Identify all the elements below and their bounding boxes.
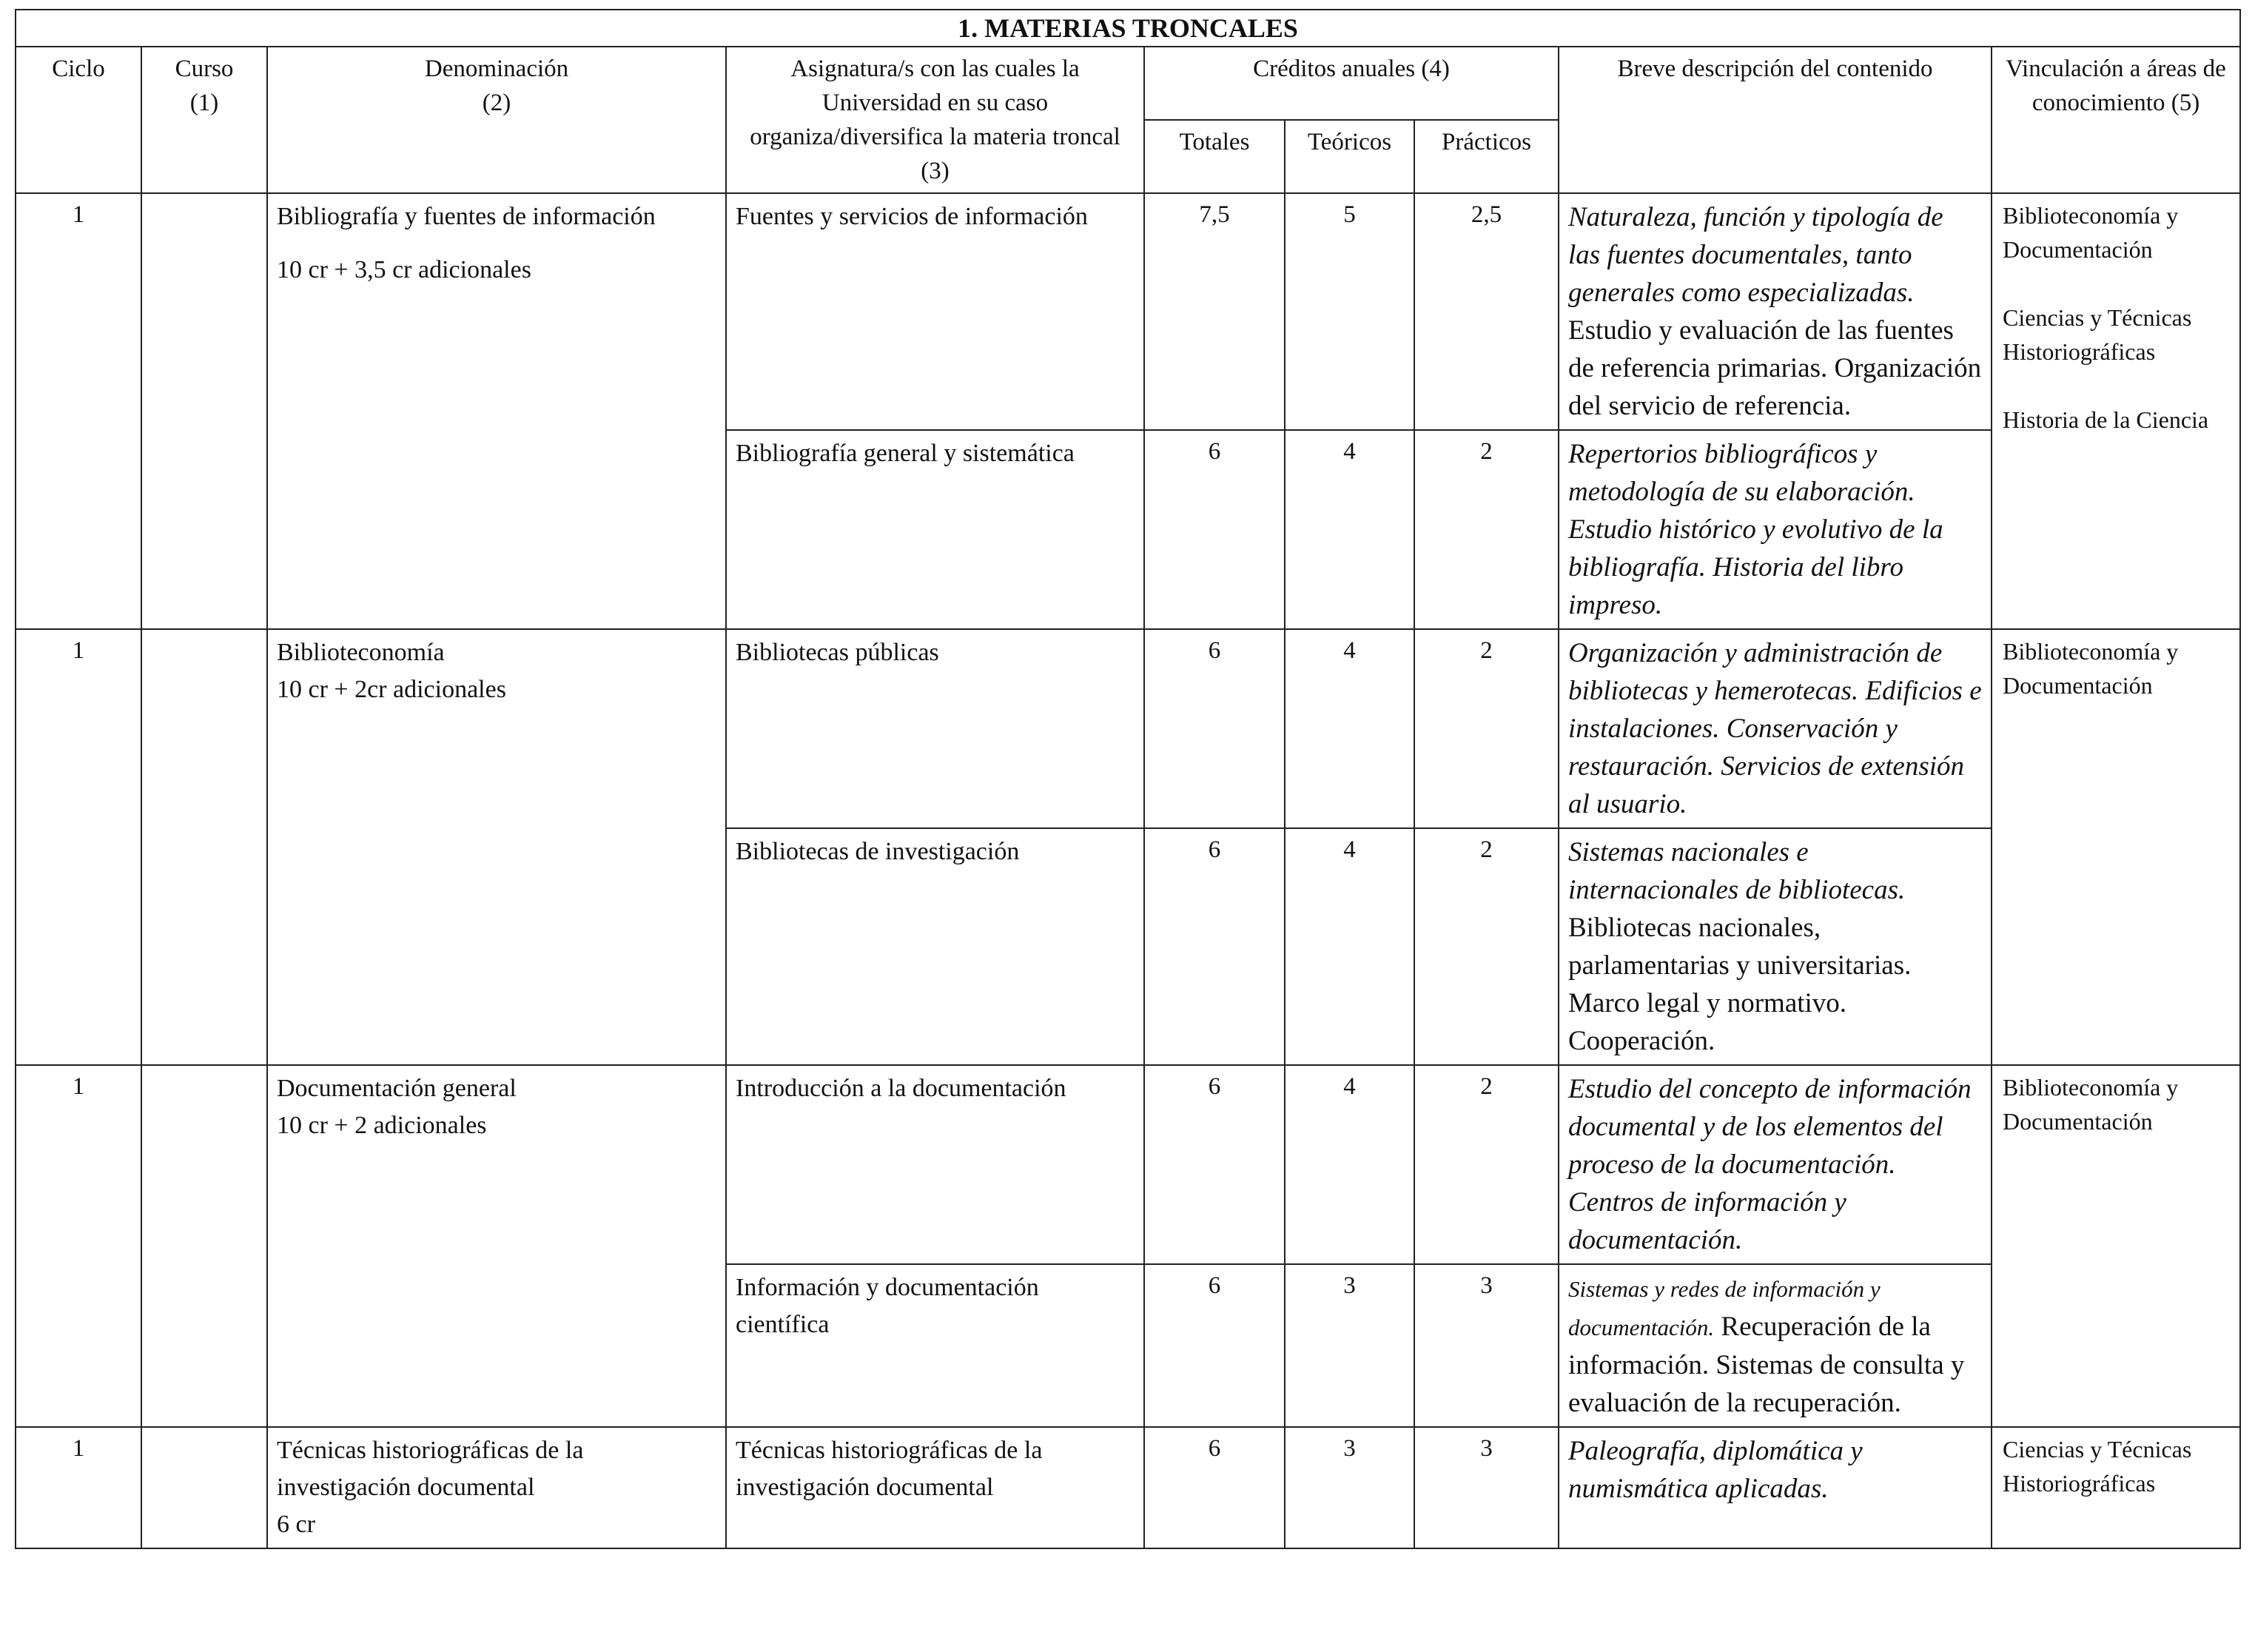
denominacion-credits: 6 cr	[277, 1511, 315, 1538]
denominacion-cell	[267, 629, 726, 1065]
asignatura-cell: Fuentes y servicios de información	[726, 193, 1144, 430]
header-teoricos: Teóricos	[1285, 120, 1414, 193]
vinculacion-cell	[1992, 193, 2240, 629]
asignatura-cell: Bibliotecas públicas	[726, 629, 1144, 828]
header-totales: Totales	[1144, 120, 1285, 193]
ciclo-cell: 1	[16, 1427, 141, 1548]
curso-cell	[141, 193, 267, 629]
curso-cell	[141, 1427, 267, 1548]
ciclo-cell: 1	[16, 629, 141, 1065]
ciclo-cell: 1	[16, 1065, 141, 1427]
descripcion-cell	[1559, 828, 1992, 1065]
descripcion-cell	[1559, 1065, 1992, 1264]
descripcion-italic: Sistemas nacionales e internacionales de bibliotecas.	[1568, 837, 1906, 905]
practicos-cell: 2,5	[1414, 193, 1559, 430]
denominacion-name: Biblioteconomía	[277, 639, 445, 666]
denominacion-name: Técnicas historiográficas de la investigación documental	[277, 1437, 584, 1501]
materias-troncales-table	[15, 9, 2241, 1549]
area-name: Biblioteconomía y Documentación	[2003, 638, 2179, 699]
area-name: Ciencias y Técnicas Historiográficas	[2003, 1436, 2192, 1497]
totales-cell: 6	[1144, 828, 1285, 1065]
denominacion-cell	[267, 193, 726, 629]
descripcion-italic: Naturaleza, función y tipología de las fuentes documentales, tanto generales como especializadas.	[1568, 202, 1943, 308]
descripcion-italic: Organización y administración de bibliotecas y hemerotecas. Edificios e instalaciones. Conservación y restauración. Servicios de extensión al usuario.	[1568, 638, 1982, 819]
area-name: Biblioteconomía y Documentación	[2003, 202, 2179, 263]
practicos-cell: 3	[1414, 1427, 1559, 1548]
descripcion-italic: Paleografía, diplomática y numismática aplicadas.	[1568, 1436, 1863, 1504]
header-curso	[141, 47, 267, 193]
ciclo-cell: 1	[16, 193, 141, 629]
header-denominacion-note: (2)	[482, 90, 511, 116]
teoricos-cell: 4	[1285, 828, 1414, 1065]
denominacion-name: Bibliografía y fuentes de información	[277, 203, 656, 230]
asignatura-cell: Introducción a la documentación	[726, 1065, 1144, 1264]
teoricos-cell: 4	[1285, 430, 1414, 629]
descripcion-cell	[1559, 1264, 1992, 1427]
table-title: 1. MATERIAS TRONCALES	[16, 10, 2240, 47]
teoricos-cell: 4	[1285, 629, 1414, 828]
header-ciclo: Ciclo	[16, 47, 141, 193]
table-row	[16, 629, 2240, 828]
denominacion-cell	[267, 1065, 726, 1427]
vinculacion-cell	[1992, 629, 2240, 1065]
descripcion-cell	[1559, 193, 1992, 430]
practicos-cell: 2	[1414, 430, 1559, 629]
teoricos-cell: 4	[1285, 1065, 1414, 1264]
totales-cell: 6	[1144, 430, 1285, 629]
practicos-cell: 2	[1414, 828, 1559, 1065]
denominacion-cell	[267, 1427, 726, 1548]
asignatura-cell: Bibliografía general y sistemática	[726, 430, 1144, 629]
teoricos-cell: 5	[1285, 193, 1414, 430]
header-practicos: Prácticos	[1414, 120, 1559, 193]
curso-cell	[141, 629, 267, 1065]
practicos-cell: 3	[1414, 1264, 1559, 1427]
header-curso-label: Curso	[175, 56, 234, 82]
practicos-cell: 2	[1414, 629, 1559, 828]
vinculacion-cell	[1992, 1427, 2240, 1548]
asignatura-cell: Información y documentación científica	[726, 1264, 1144, 1427]
area-name: Biblioteconomía y Documentación	[2003, 1074, 2179, 1135]
table-row	[16, 193, 2240, 430]
header-denominacion	[267, 47, 726, 193]
header-creditos: Créditos anuales (4)	[1144, 47, 1559, 120]
descripcion-italic: Repertorios bibliográficos y metodología de su elaboración. Estudio histórico y evolutivo de la bibliografía. Historia del libro impreso.	[1568, 439, 1943, 620]
descripcion-cell	[1559, 1427, 1992, 1548]
header-curso-note: (1)	[189, 90, 219, 116]
header-descripcion: Breve descripción del contenido	[1559, 47, 1992, 193]
denominacion-credits: 10 cr + 3,5 cr adicionales	[277, 256, 531, 283]
totales-cell: 6	[1144, 1264, 1285, 1427]
descripcion-normal: Estudio y evaluación de las fuentes de referencia primarias. Organización del servicio de referencia.	[1568, 315, 1982, 421]
vinculacion-cell	[1992, 1065, 2240, 1427]
table-row	[16, 1427, 2240, 1548]
descripcion-italic: Sistemas y redes de información y documentación.	[1568, 1276, 1881, 1340]
totales-cell: 7,5	[1144, 193, 1285, 430]
curso-cell	[141, 1065, 267, 1427]
header-denominacion-label: Denominación	[424, 56, 569, 82]
descripcion-italic: Estudio del concepto de información documental y de los elementos del proceso de la documentación. Centros de información y documentación.	[1568, 1074, 1972, 1255]
table-row	[16, 1065, 2240, 1264]
descripcion-cell	[1559, 430, 1992, 629]
teoricos-cell: 3	[1285, 1427, 1414, 1548]
header-asignatura: Asignatura/s con las cuales la Universidad en su caso organiza/diversifica la materia troncal (3)	[726, 47, 1144, 193]
denominacion-credits: 10 cr + 2 adicionales	[277, 1112, 487, 1139]
totales-cell: 6	[1144, 1065, 1285, 1264]
document-page	[15, 9, 2232, 1549]
asignatura-cell: Bibliotecas de investigación	[726, 828, 1144, 1065]
totales-cell: 6	[1144, 1427, 1285, 1548]
teoricos-cell: 3	[1285, 1264, 1414, 1427]
denominacion-credits: 10 cr + 2cr adicionales	[277, 676, 506, 703]
asignatura-cell: Técnicas historiográficas de la investigación documental	[726, 1427, 1144, 1548]
descripcion-normal: Recuperación de la información. Sistemas de consulta y evaluación de la recuperación.	[1568, 1312, 1965, 1418]
header-vinculacion: Vinculación a áreas de conocimiento (5)	[1992, 47, 2240, 193]
denominacion-name: Documentación general	[277, 1075, 517, 1102]
totales-cell: 6	[1144, 629, 1285, 828]
practicos-cell: 2	[1414, 1065, 1559, 1264]
descripcion-normal: Bibliotecas nacionales, parlamentarias y universitarias. Marco legal y normativo. Cooperación.	[1568, 913, 1912, 1056]
descripcion-cell	[1559, 629, 1992, 828]
area-name: Historia de la Ciencia	[2003, 406, 2209, 433]
area-name: Ciencias y Técnicas Historiográficas	[2003, 304, 2192, 365]
